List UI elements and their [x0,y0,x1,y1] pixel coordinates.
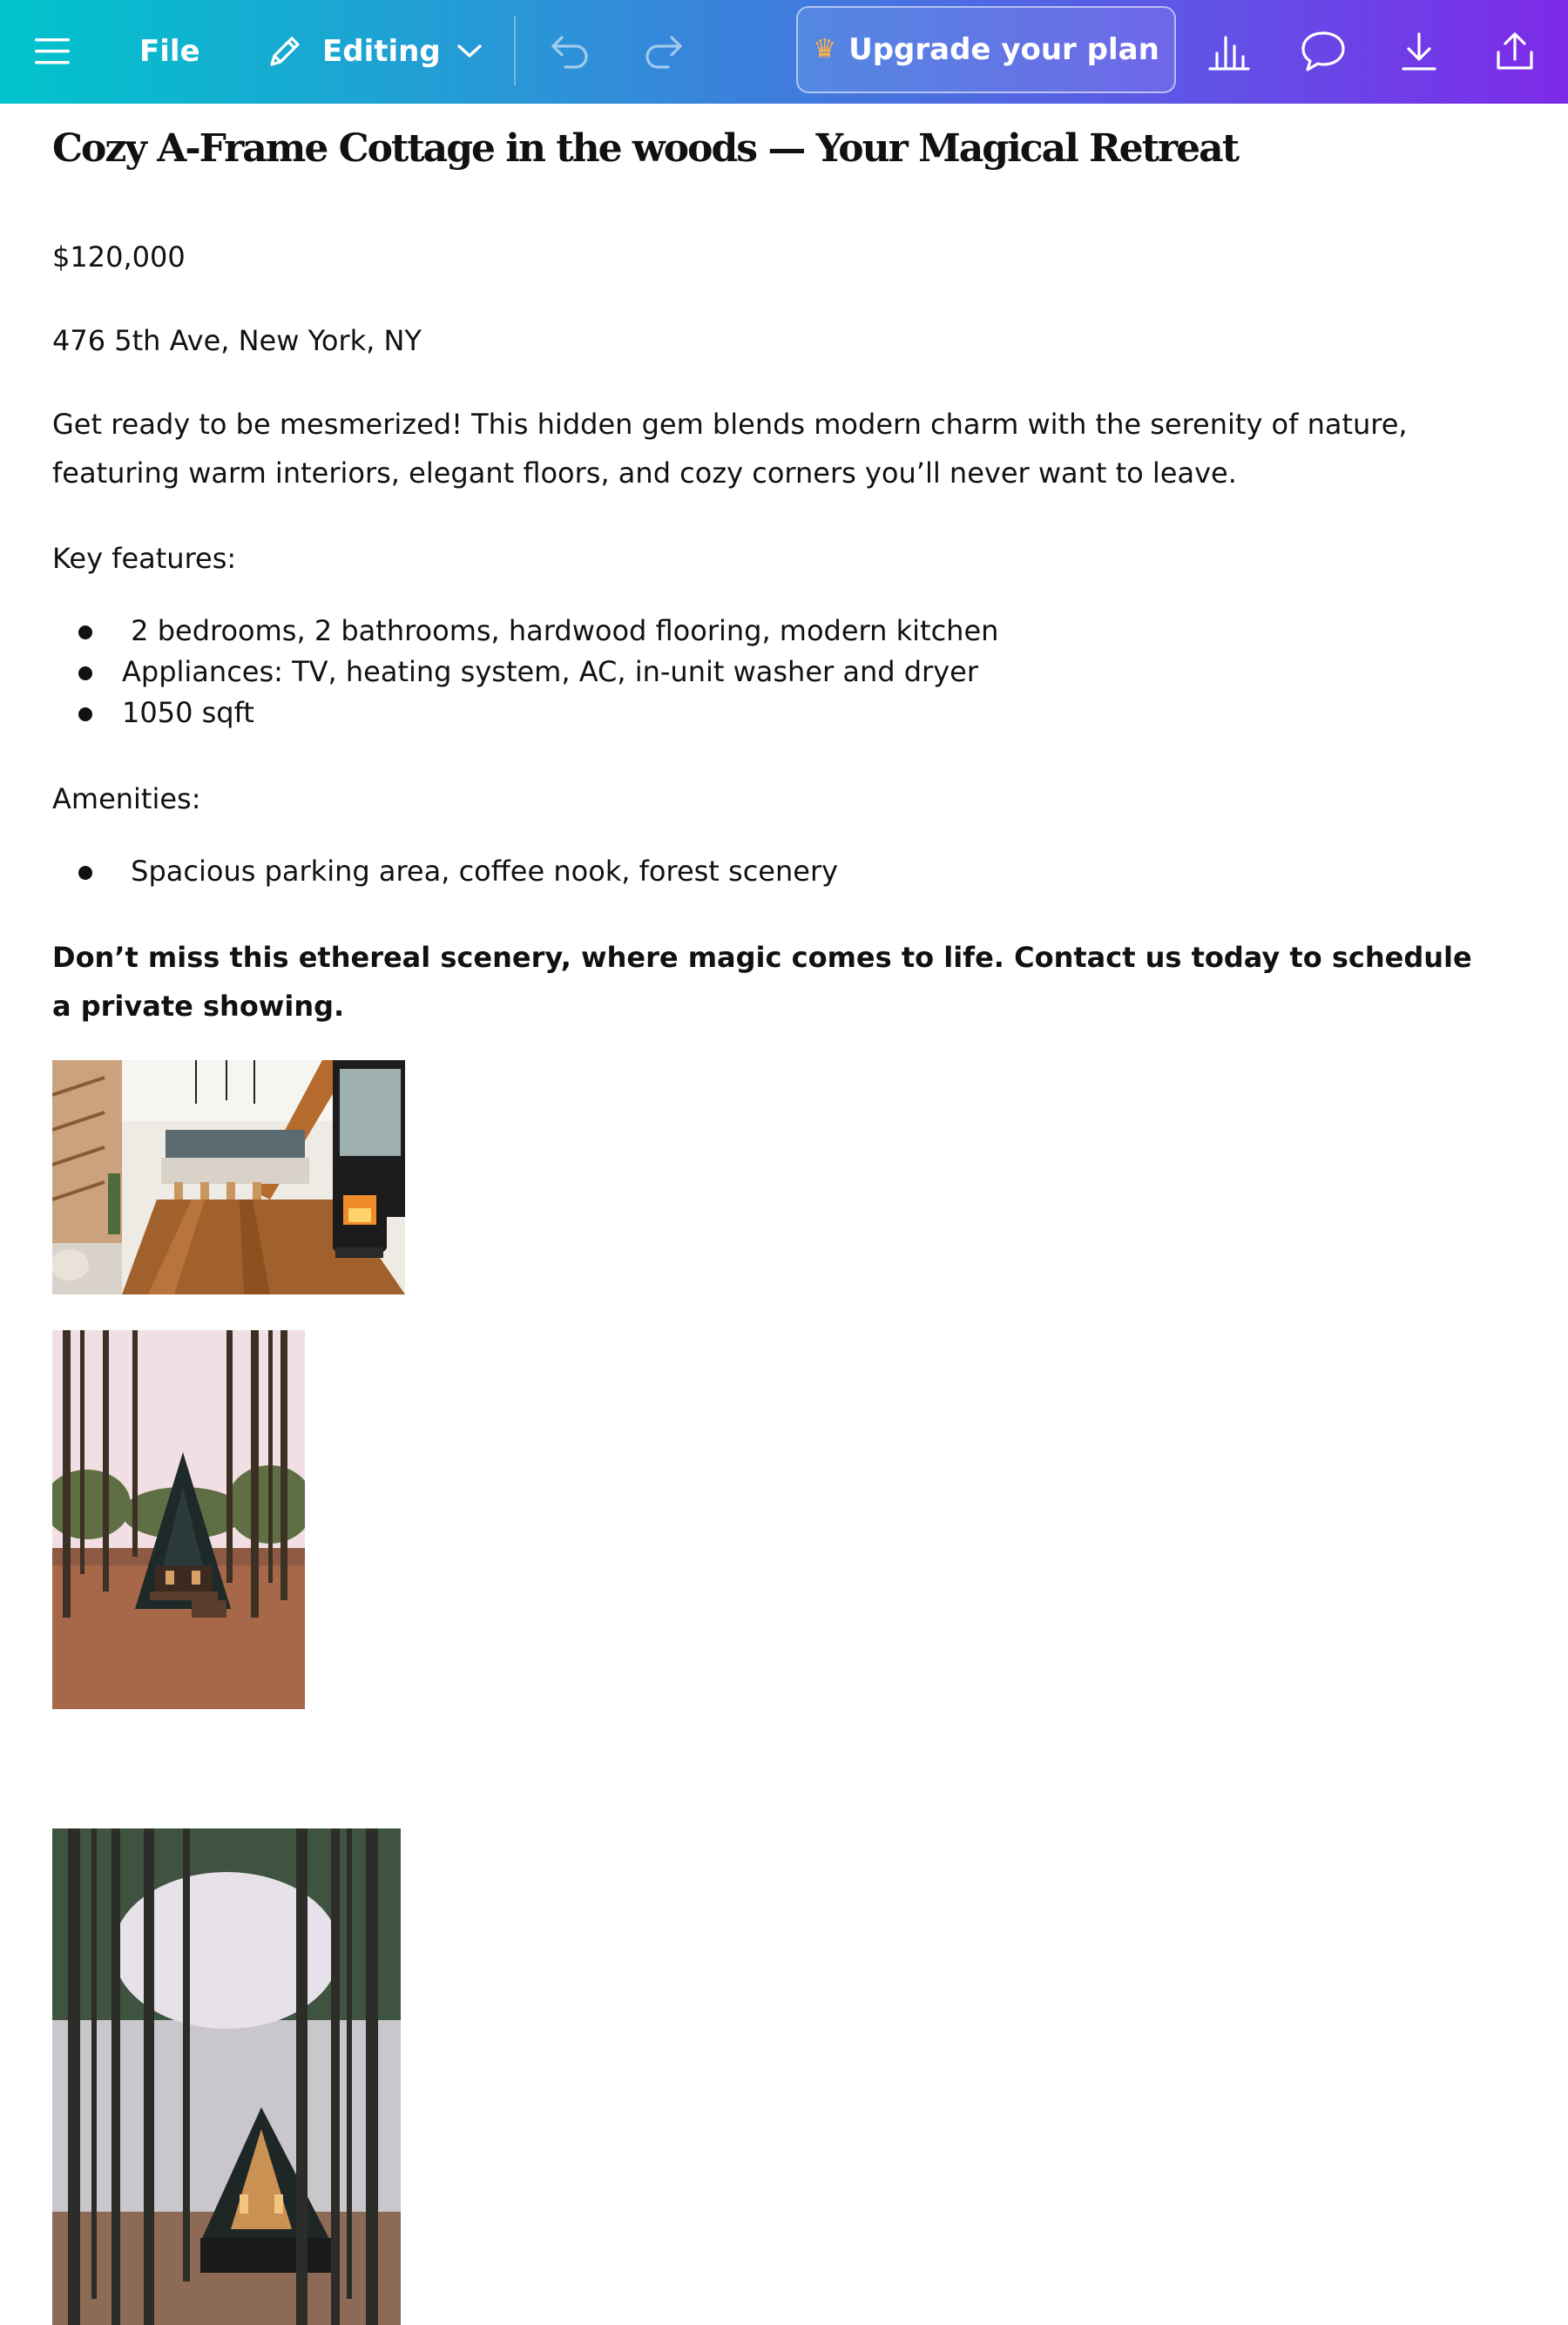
key-features-list [78,611,998,733]
bullet-icon [78,625,92,639]
editing-mode-label: Editing [322,34,441,69]
amenities-heading[interactable]: Amenities: [52,782,201,815]
file-menu-button[interactable] [122,26,218,77]
insights-chart-icon[interactable] [1200,23,1258,80]
listing-title[interactable]: Cozy A-Frame Cottage in the woods — Your Magical Retreat [52,126,1239,171]
forest-cabin-photo[interactable] [52,1828,401,2325]
file-menu-label: File [139,34,200,69]
list-item-text: Spacious parking area, coffee nook, forest scenery [122,855,839,888]
call-to-action[interactable]: Don’t miss this ethereal scenery, where magic comes to life. Contact us today to schedule a private showing. [52,941,1472,1023]
pencil-icon [263,30,307,73]
listing-description[interactable]: Get ready to be mesmerized! This hidden gem blends modern charm with the serenity of nature, featuring warm interiors, elegant floors, and cozy corners you’ll never want to leave. [52,408,1408,490]
list-item-text: 2 bedrooms, 2 bathrooms, hardwood flooring, modern kitchen [122,614,999,647]
redo-icon[interactable] [629,23,697,80]
list-item-text: 1050 sqft [122,696,254,729]
key-features-heading[interactable]: Key features: [52,542,237,575]
download-icon[interactable] [1390,23,1448,80]
amenities-list [78,851,838,892]
undo-icon[interactable] [537,23,605,80]
hamburger-menu-icon[interactable] [23,26,82,77]
editor-toolbar [0,0,1568,104]
upgrade-plan-label: Upgrade your plan [848,32,1159,67]
listing-address[interactable]: 476 5th Ave, New York, NY [52,324,422,357]
list-item-text: Appliances: TV, heating system, AC, in-unit washer and dryer [122,655,978,688]
list-item[interactable] [78,611,998,652]
list-item[interactable] [78,693,998,733]
bullet-icon [78,866,92,880]
comment-icon[interactable] [1294,23,1352,80]
upgrade-plan-button[interactable] [796,6,1176,93]
cabin-photo[interactable] [52,1330,305,1709]
interior-photo[interactable] [52,1060,405,1294]
chevron-down-icon [456,43,483,60]
listing-price[interactable]: $120,000 [52,240,186,274]
bullet-icon [78,707,92,721]
list-item[interactable] [78,851,838,892]
list-item[interactable] [78,652,998,693]
crown-icon: ♛ [813,34,837,64]
bullet-icon [78,666,92,680]
editing-mode-button[interactable] [251,19,495,84]
share-upload-icon[interactable] [1486,23,1544,80]
toolbar-divider [514,16,516,85]
